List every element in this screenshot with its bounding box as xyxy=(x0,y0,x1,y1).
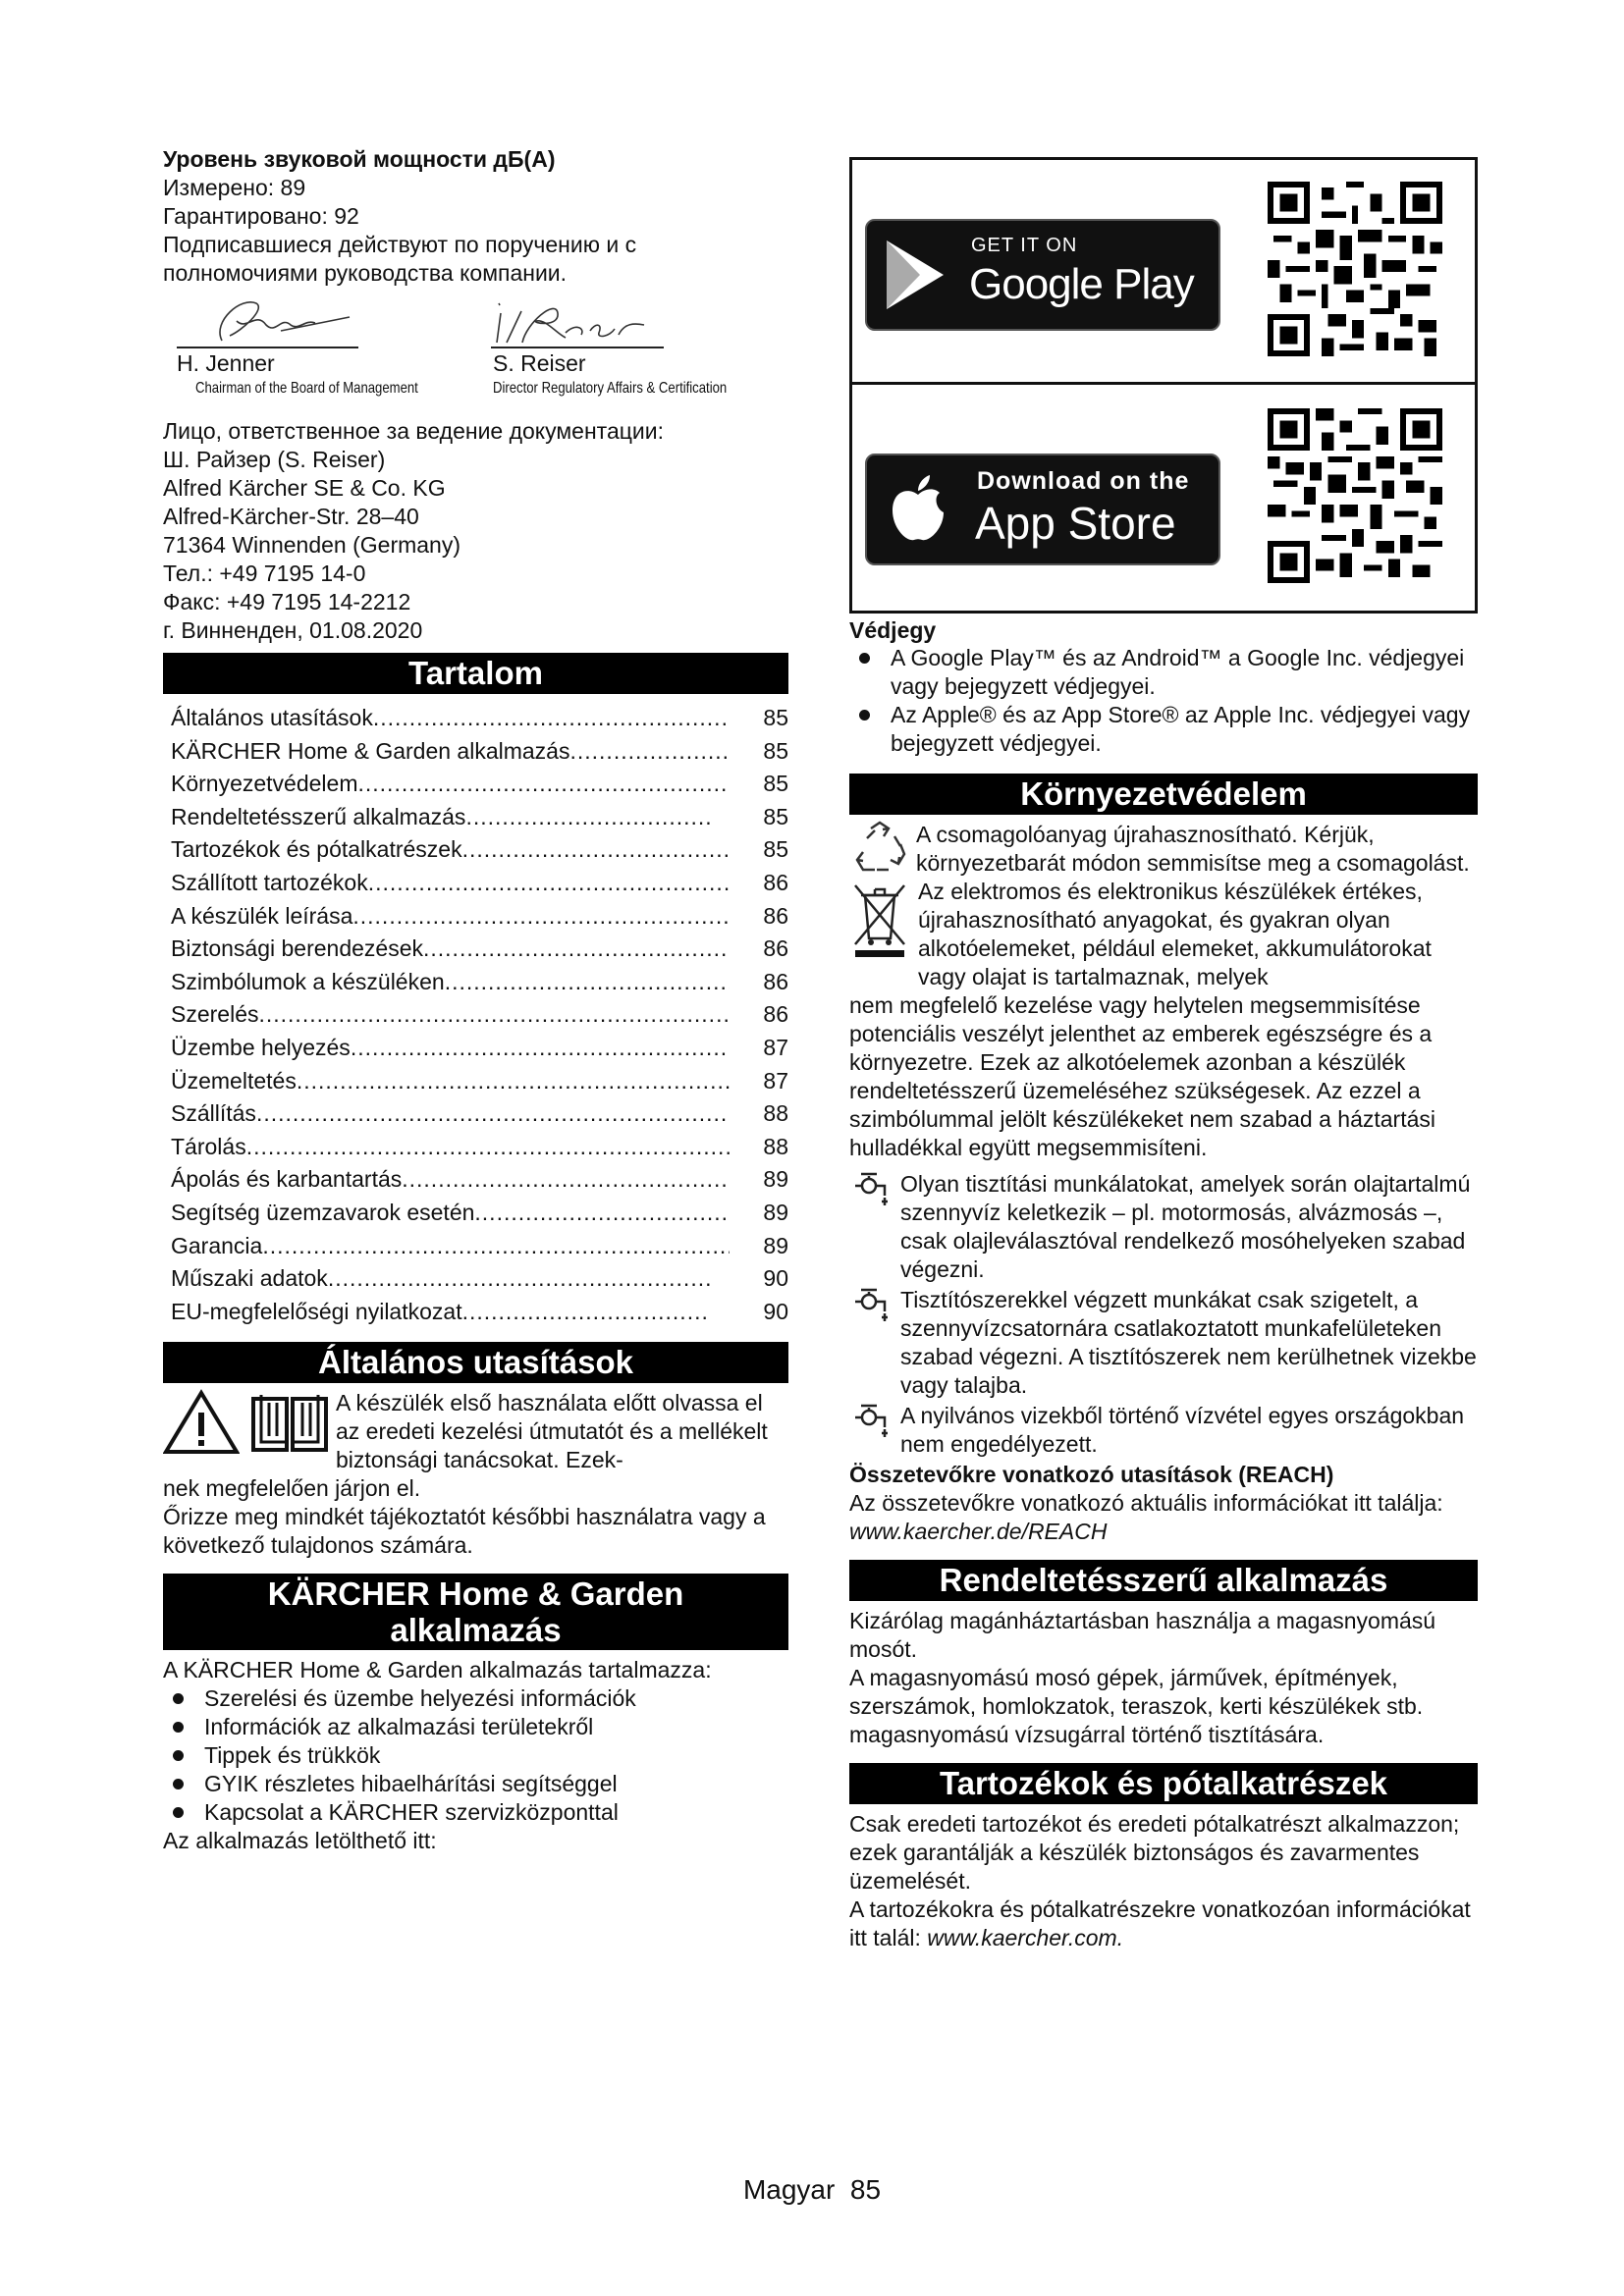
app-download-text: Az alkalmazás letölthető itt: xyxy=(163,1828,437,1854)
page-number: 85 xyxy=(849,2174,882,2205)
toc-page: 85 xyxy=(763,705,788,730)
footer-language: Magyar xyxy=(742,2174,836,2205)
toc-title: Rendeltetésszerű alkalmazás xyxy=(171,803,466,829)
accessories-p2-body: A tartozékokra és pótalkatrészekre vonatkozóan információkat itt talál: xyxy=(849,1896,1471,1950)
toc-title: Szállított tartozékok xyxy=(171,869,368,895)
toc-row[interactable] xyxy=(171,1097,788,1131)
toc-page: 88 xyxy=(763,1133,788,1159)
toc-title: Garancia xyxy=(171,1232,263,1258)
doc-line: 71364 Winnenden (Germany) xyxy=(163,532,460,558)
toc-page: 85 xyxy=(763,737,788,764)
toc-title: Tárolás xyxy=(171,1133,246,1159)
signature-reiser-image xyxy=(487,294,664,352)
recycle-icon xyxy=(849,821,910,878)
page-footer xyxy=(0,2174,1624,2206)
right-column xyxy=(849,157,1478,1952)
doc-line: Тел.: +49 7195 14-0 xyxy=(163,561,366,586)
toc-title: Szállítás xyxy=(171,1100,256,1127)
toc-page: 87 xyxy=(763,1034,788,1060)
app-heading: KÄRCHER Home & Garden alkalmazás xyxy=(163,1574,788,1650)
intended-use-p2: A magasnyomású mosó gépek, járművek, építmények, szerszámok, homlokzatok, teraszok, kerti készülékek stb. magasnyomású vízsugárral történő tisztítására. xyxy=(849,1665,1424,1747)
toc-page: 90 xyxy=(763,1265,788,1292)
toc-page: 89 xyxy=(763,1166,788,1193)
water-tap-icon xyxy=(849,1170,893,1209)
reach-text xyxy=(849,1489,1478,1546)
toc-title: Biztonsági berendezések xyxy=(171,935,423,962)
signers-note: Подписавшиеся действуют по поручению и с полномочиями руководства компании. xyxy=(163,232,637,286)
toc-row[interactable] xyxy=(171,801,788,834)
toc-page: 88 xyxy=(763,1100,788,1127)
water-text: A nyilvános vizekből történő vízvétel egyes országokban nem engedélyezett. xyxy=(900,1403,1465,1457)
trademark-title: Védjegy xyxy=(849,617,937,643)
toc-row[interactable] xyxy=(171,867,788,900)
guaranteed-value: Гарантировано: 92 xyxy=(163,203,359,229)
toc-row[interactable] xyxy=(171,900,788,934)
signer-2-name: S. Reiser xyxy=(493,350,586,376)
app-store-main-text: App Store xyxy=(975,498,1176,549)
toc-title: Szerelés xyxy=(171,1001,259,1028)
doc-line: Alfred-Kärcher-Str. 28–40 xyxy=(163,504,419,529)
accessories-p2 xyxy=(849,1896,1478,1952)
accessories-link[interactable]: www.kaercher.com. xyxy=(927,1925,1124,1950)
toc-row[interactable] xyxy=(171,998,788,1032)
app-store-qr-code[interactable] xyxy=(1267,408,1443,583)
general-keep-text: Őrizze meg mindkét tájékoztatót későbbi használatra vagy a következő tulajdonos számára. xyxy=(163,1504,766,1559)
toc-title: Üzembe helyezés xyxy=(171,1034,351,1060)
app-store-top-text: Download on the xyxy=(977,467,1190,495)
google-play-top-text: GET IT ON xyxy=(971,235,1078,256)
toc-title: Általános utasítások xyxy=(171,705,373,730)
toc-title: A készülék leírása xyxy=(171,902,353,929)
toc-page: 85 xyxy=(763,803,788,829)
toc-row[interactable] xyxy=(171,1163,788,1197)
toc-row[interactable] xyxy=(171,966,788,999)
trademark-list xyxy=(849,644,1478,758)
water-tap-icon xyxy=(849,1286,893,1325)
reach-link[interactable]: www.kaercher.de/REACH xyxy=(849,1519,1108,1544)
toc-page: 85 xyxy=(763,771,788,797)
toc-row[interactable] xyxy=(171,1032,788,1065)
general-instructions-cont: nek megfelelően járjon el. xyxy=(163,1475,421,1502)
signer-1-role: Chairman of the Board of Management xyxy=(195,380,418,397)
crossed-out-bin-icon xyxy=(849,878,910,962)
toc-row[interactable] xyxy=(171,1262,788,1296)
toc-row[interactable] xyxy=(171,933,788,966)
google-play-section xyxy=(852,160,1475,382)
recycle-text: A csomagolóanyag újrahasznosítható. Kérjük, környezetbarát módon semmisítse meg a csomagolást. xyxy=(916,822,1470,876)
google-play-badge[interactable] xyxy=(865,219,1220,331)
doc-line: Ш. Райзер (S. Reiser) xyxy=(163,447,386,472)
doc-line: Лицо, ответственное за ведение документации: xyxy=(163,418,664,444)
list-item: GYIK részletes hibaelhárítási segítséggel xyxy=(163,1770,788,1798)
documentation-contact xyxy=(163,417,788,645)
toc-page: 86 xyxy=(763,1001,788,1028)
app-store-box xyxy=(849,157,1478,614)
general-instructions-heading: Általános utasítások xyxy=(163,1342,788,1383)
oil-block xyxy=(849,1170,1478,1284)
general-instructions-text: A készülék első használata előtt olvassa el az eredeti kezelési útmutatót és a mellékelt biztonsági tanácsokat. Ezek- xyxy=(336,1390,768,1473)
toc-title: KÄRCHER Home & Garden alkalmazás xyxy=(171,737,570,764)
toc-page: 86 xyxy=(763,935,788,962)
general-instructions-block xyxy=(163,1389,788,1474)
toc-page: 85 xyxy=(763,836,788,863)
doc-line: Факс: +49 7195 14-2212 xyxy=(163,589,411,614)
sound-power-title: Уровень звуковой мощности дБ(A) xyxy=(163,146,556,172)
toc-row[interactable] xyxy=(171,768,788,801)
reach-text-body: Az összetevőkre vonatkozó aktuális információkat itt találja: xyxy=(849,1490,1443,1516)
signature-line-1 xyxy=(177,347,358,348)
list-item: A Google Play™ és az Android™ a Google Inc. védjegyei vagy bejegyzett védjegyei. xyxy=(849,644,1478,701)
list-item: Az Apple® és az App Store® az Apple Inc. védjegyei vagy bejegyzett védjegyei. xyxy=(849,701,1478,758)
reach-title: Összetevőkre vonatkozó utasítások (REACH) xyxy=(849,1462,1334,1487)
toc-page: 86 xyxy=(763,902,788,929)
toc-title: Üzemeltetés xyxy=(171,1067,297,1094)
toc-title: Műszaki adatok xyxy=(171,1265,328,1292)
toc-title: Ápolás és karbantartás xyxy=(171,1166,403,1193)
google-play-icon xyxy=(881,237,949,313)
oil-text: Olyan tisztítási munkálatokat, amelyek során olajtartalmú szennyvíz keletkezik – pl. motormosás, alvázmosás –, csak olajleválasztóval rendelkező mosóhelyeken szabad végezni. xyxy=(900,1171,1471,1282)
weee-block xyxy=(849,878,1478,991)
app-features-list xyxy=(163,1684,788,1827)
weee-text-b: nem megfelelő kezelése vagy helytelen megsemmisítése potenciális veszélyt jelenthet az emberek egészségre és a környezetre. Ezek az alkotóelemek azonban a készülék rendeltetésszerű üzemeléséhez szükségesek. Az ezzel a szimbólummal jelölt készülékeket nem szabad a háztartási hulladékkal együtt megsemmisíteni. xyxy=(849,992,1435,1160)
toc-row[interactable] xyxy=(171,735,788,769)
toc-row[interactable] xyxy=(171,1065,788,1098)
toc-page: 87 xyxy=(763,1067,788,1094)
signature-line-2 xyxy=(491,347,664,348)
toc-row[interactable] xyxy=(171,1197,788,1230)
toc-page: 89 xyxy=(763,1232,788,1258)
signature-jenner-image xyxy=(183,292,359,352)
intended-use-p1: Kizárólag magánháztartásban használja a magasnyomású mosót. xyxy=(849,1608,1436,1662)
warning-manual-icons xyxy=(163,1389,336,1474)
measured-value: Измерено: 89 xyxy=(163,175,306,200)
list-item: Kapcsolat a KÄRCHER szervizközponttal xyxy=(163,1798,788,1827)
detergent-text: Tisztítószerekkel végzett munkákat csak szigetelt, a szennyvízcsatornára csatlakoztatott munkafelületeken szabad végezni. A tisztítószerek nem kerülhetnek vizekbe vagy talajba. xyxy=(900,1287,1477,1398)
read-manual-icon xyxy=(249,1389,330,1456)
weee-text-a: Az elektromos és elektronikus készülékek értékes, újrahasznosítható anyagokat, és gyakran olyan alkotóelemeket, például elemeket, akkumulátorokat vagy olajat is tartalmaznak, melyek xyxy=(918,879,1432,989)
toc-row[interactable] xyxy=(171,1230,788,1263)
toc-row[interactable] xyxy=(171,833,788,867)
left-column xyxy=(163,145,788,1855)
toc-page: 90 xyxy=(763,1298,788,1324)
doc-line: г. Винненден, 01.08.2020 xyxy=(163,617,423,643)
toc-row[interactable] xyxy=(171,1131,788,1164)
app-store-section xyxy=(852,382,1475,611)
google-play-qr-code[interactable] xyxy=(1267,182,1443,356)
detergent-block xyxy=(849,1286,1478,1400)
toc-page: 86 xyxy=(763,968,788,994)
toc-row[interactable] xyxy=(171,702,788,735)
toc-heading: Tartalom xyxy=(163,653,788,694)
doc-line: Alfred Kärcher SE & Co. KG xyxy=(163,475,446,501)
water-tap-icon xyxy=(849,1402,893,1441)
water-block xyxy=(849,1402,1478,1459)
recycle-block xyxy=(849,821,1478,878)
list-item: Szerelési és üzembe helyezési információk xyxy=(163,1684,788,1713)
google-play-main-text: Google Play xyxy=(969,260,1194,308)
environment-heading: Környezetvédelem xyxy=(849,774,1478,815)
warning-triangle-icon xyxy=(163,1389,240,1456)
signer-2-role: Director Regulatory Affairs & Certification xyxy=(493,380,728,397)
toc-title: Környezetvédelem xyxy=(171,771,358,797)
toc-row[interactable] xyxy=(171,1296,788,1329)
signer-1-name: H. Jenner xyxy=(177,350,275,376)
signature-block xyxy=(163,295,788,413)
list-item: Információk az alkalmazási területekről xyxy=(163,1713,788,1741)
toc-title: EU-megfelelőségi nyilatkozat xyxy=(171,1298,462,1324)
list-item: Tippek és trükkök xyxy=(163,1741,788,1770)
accessories-heading: Tartozékok és pótalkatrészek xyxy=(849,1763,1478,1804)
accessories-p1: Csak eredeti tartozékot és eredeti pótalkatrészt alkalmazzon; ezek garantálják a készülék biztonságos és zavarmentes üzemelését. xyxy=(849,1811,1460,1894)
table-of-contents xyxy=(171,702,788,1328)
intended-use-heading: Rendeltetésszerű alkalmazás xyxy=(849,1560,1478,1601)
app-store-badge[interactable] xyxy=(865,454,1220,565)
toc-title: Szimbólumok a készüléken xyxy=(171,968,445,994)
toc-title: Tartozékok és pótalkatrészek xyxy=(171,836,462,863)
toc-title: Segítség üzemzavarok esetén xyxy=(171,1199,475,1225)
toc-page: 86 xyxy=(763,869,788,895)
apple-icon xyxy=(889,473,947,544)
toc-page: 89 xyxy=(763,1199,788,1225)
app-intro: A KÄRCHER Home & Garden alkalmazás tartalmazza: xyxy=(163,1657,712,1683)
